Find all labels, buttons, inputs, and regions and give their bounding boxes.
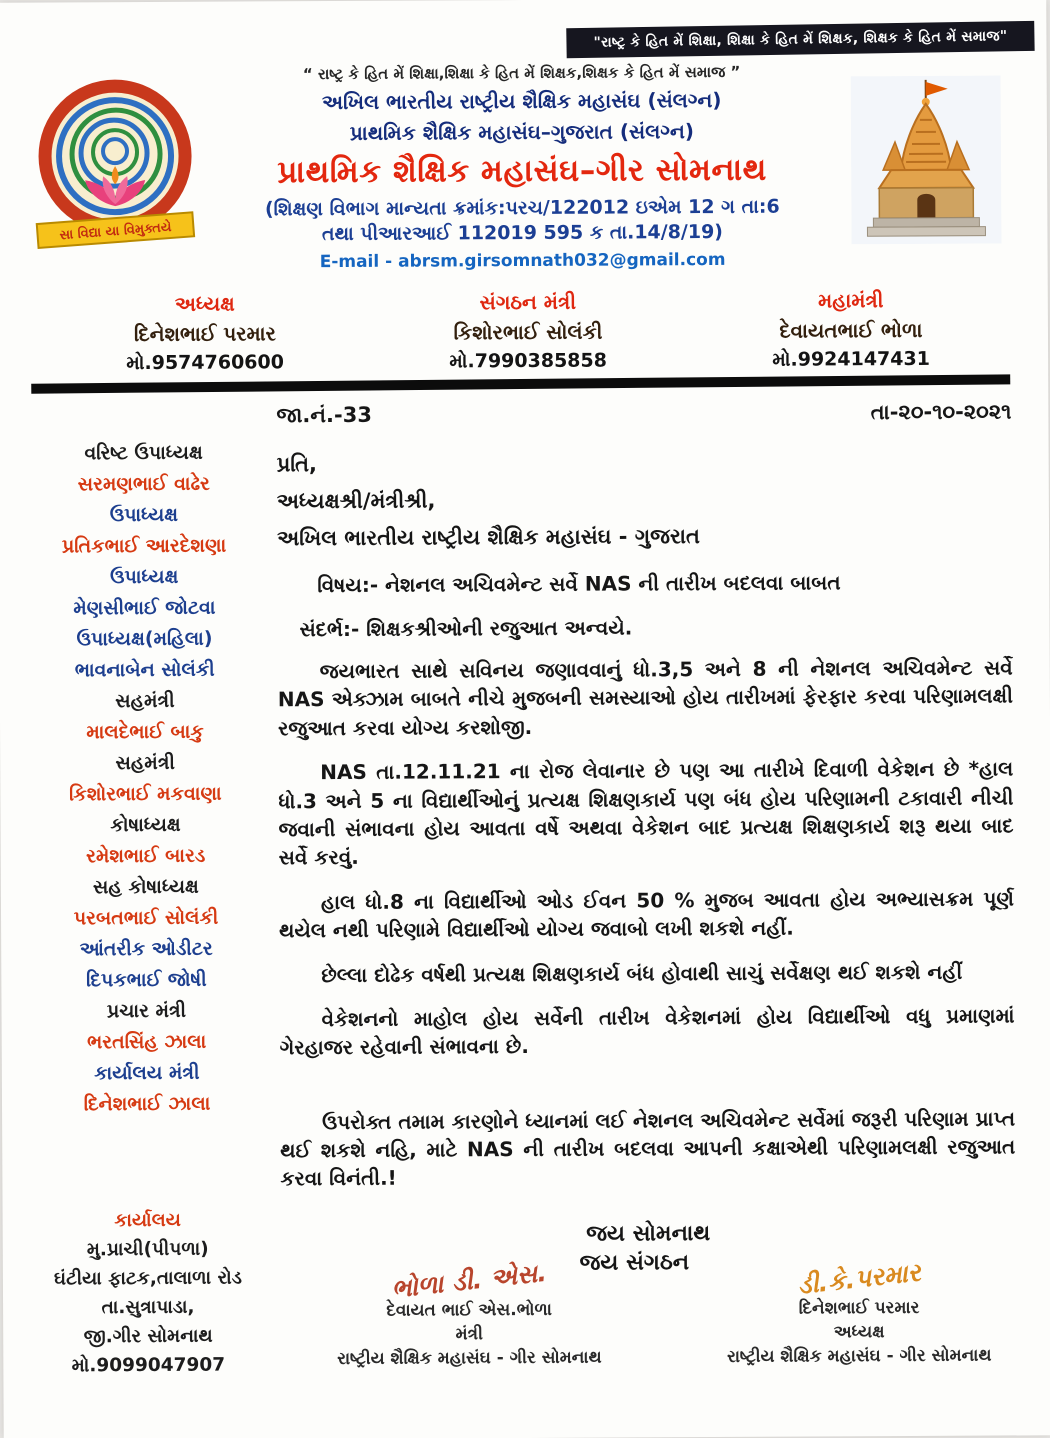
registration-line-2: તથા પીઆરઆઈ 112019 595 ક તા.14/8/19) (321, 220, 724, 246)
temple-graphic (851, 76, 1002, 245)
letterhead-quote: “ રાષ્ટ્ર કે હિત મેં શિક્ષા,શિક્ષા કે હિત મેં શિક્ષક,શિક્ષક કે હિત મેં સમાજ ” (302, 62, 741, 84)
officer-role: સંગઠન મંત્રી (479, 289, 577, 315)
sidebar-entry: માલદેભાઈ બાકુ (86, 720, 204, 744)
officers-row (53, 287, 1003, 374)
president-org: રાષ્ટ્રીય શૈક્ષિક મહાસંઘ - ગીર સોમનાથ (727, 1345, 992, 1367)
office-address-line: મો.9099047907 (71, 1354, 226, 1377)
closing-line-1: જય સોમનાથ (586, 1220, 711, 1247)
president-role: અધ્યક્ષ (833, 1322, 885, 1343)
letter-paragraph: ઉપરોક્ત તમામ કારણોને ધ્યાનમાં લઈ નેશનલ અચિવમેન્ટ સર્વેમાં જરૂરી પરિણામ પ્રાપ્ત થઈ શકશે નહિ, માટે NAS ની તારીખ બદલવા આપની કક્ષાએથી પરિણામલક્ષી રજુઆત કરવા વિનંતી.! (280, 1106, 1016, 1191)
letter-paragraph: છેલ્લા દોઢેક વર્ષથી પ્રત્યક્ષ શિક્ષણકાર્ય બંધ હોવાથી સાચું સર્વેક્ષણ થઈ શકશે નહીં (321, 959, 963, 987)
addressee-line: પ્રતિ, (276, 452, 318, 477)
sidebar-entry: કોષાધ્યક્ષ (110, 813, 181, 837)
signature-block-secretary (303, 1257, 636, 1369)
sidebar-entry: ભાવનાબેન સોલંકી (74, 658, 215, 682)
organization-logo (35, 78, 196, 251)
sidebar-entry: સરમણભાઈ વાઢેર (77, 472, 210, 496)
letter-paragraph: હાલ ધો.8 ના વિદ્યાર્થીઓ ઓડ ઈવન 50 % મુજબ આવતા હોય અભ્યાસક્રમ પૂર્ણ થયેલ નથી પરિણામે વિદ્યાર્થીઓ યોગ્ય જવાબો લખી શકશે નહીં. (279, 886, 1015, 943)
organization-title: પ્રાથમિક શૈક્ષિક મહાસંઘ–ગીર સોમનાથ (277, 151, 768, 191)
office-address-line: જી.ગીર સોમનાથ (83, 1325, 213, 1348)
officer-block (699, 287, 1003, 371)
sidebar-entry: કિશોરભાઈ મકવાણા (69, 782, 222, 806)
officer-phone: મો.9574760600 (126, 351, 284, 375)
affiliation-line-2: પ્રાથમિક શૈક્ષિક મહાસંઘ–ગુજરાત (સંલગ્ન) (349, 119, 695, 145)
sidebar-entry: કાર્યાલય મંત્રી (94, 1061, 200, 1085)
sidebar-entry: સહ કોષાધ્યક્ષ (92, 875, 199, 899)
officer-phone: મો.9924147431 (772, 347, 930, 371)
horizontal-divider (31, 374, 1010, 393)
officer-block (53, 291, 357, 375)
letter-ref-number: જા.નં.-33 (276, 402, 372, 428)
sidebar-entry: આંતરીક ઓડીટર (79, 937, 213, 961)
office-bearers-sidebar (25, 437, 268, 1380)
officer-phone: મો.7990385858 (449, 349, 607, 373)
officer-block (376, 289, 680, 373)
logo-emblem-graphic (35, 78, 196, 251)
somnath-temple-image (851, 76, 1002, 245)
affiliation-line-1: અખિલ ભારતીય રાષ્ટ્રીય શૈક્ષિક મહાસંઘ (સંલગ્ન) (321, 87, 722, 115)
sidebar-entry: સહમંત્રી (115, 689, 175, 713)
letterhead (197, 62, 848, 272)
letter-date: તા-૨૦-૧૦-૨૦૨૧ (870, 399, 1012, 425)
sidebar-entry: સહમંત્રી (115, 751, 176, 775)
letter-paragraph: જયભારત સાથે સવિનય જણાવવાનું ધો.3,5 અને 8 ની નેશનલ અચિવમેન્ટ સર્વે NAS એક્ઝામ બાબતે નીચે મુજબની સમસ્યાઓ હોય તારીખમાં ફેરફાર કરવા પરિણામલક્ષી રજુઆત કરવા યોગ્ય કરશોજી. (277, 655, 1013, 741)
motto-banner: "રાષ્ટ્ર કે હિત મેં શિક્ષા, શિક્ષા કે હિત મેં શિક્ષક, શિક્ષક કે હિત મેં સમાજ" (566, 21, 1034, 58)
logo-motto-text: સા વિદ્યા યા વિમુક્તયે (59, 219, 173, 244)
sidebar-entry: વરિષ્ટ ઉપાધ્યક્ષ (84, 441, 203, 465)
sidebar-entry: ભરતસિંહ ઝાલા (87, 1030, 207, 1054)
officer-role: મહામંત્રી (818, 288, 884, 313)
officer-name: દિનેશભાઈ પરમાર (133, 321, 277, 347)
office-address-line: મુ.પ્રાચી(પીપળા) (86, 1238, 209, 1261)
subject-line: વિષય:- નેશનલ અચિવમેન્ટ સર્વે NAS ની તારીખ બદલવા બાબત (317, 570, 841, 598)
secretary-org: રાષ્ટ્રીય શૈક્ષિક મહાસંઘ - ગીર સોમનાથ (337, 1347, 602, 1369)
sidebar-entry: પ્રતિકભાઈ આરદેશણા (61, 534, 227, 558)
addressee-line: અધ્યક્ષશ્રી/મંત્રીશ્રી, (276, 488, 436, 514)
sidebar-entry: ઉપાધ્યક્ષ (109, 503, 179, 527)
sidebar-entry: પરબતભાઈ સોલંકી (73, 906, 219, 930)
sidebar-entry: દિપકભાઈ જોષી (86, 968, 207, 992)
officer-role: અધ્યક્ષ (174, 291, 235, 316)
signature-row (303, 1257, 1026, 1369)
sidebar-entry: ઉપાધ્યક્ષ (110, 565, 179, 589)
president-signature: ડી.કે.પરમાર (795, 1257, 922, 1300)
sidebar-entry: દિનેશભાઈ ઝાલા (83, 1092, 211, 1116)
office-address-block (29, 1205, 268, 1380)
secretary-name: દેવાયત ભાઈ એસ.ભોળા (386, 1299, 553, 1321)
office-address-line: તા.સુત્રાપાડા, (101, 1296, 195, 1319)
sidebar-entry: ઉપાધ્યક્ષ(મહિલા) (76, 627, 213, 651)
officer-name: દેવાયતભાઈ ભોળા (779, 317, 923, 343)
closing-line-2: જય સંગઠન (579, 1250, 690, 1276)
addressee-line: અખિલ ભારતીય રાષ્ટ્રીય શૈક્ષિક મહાસંઘ - ગુજરાત (276, 524, 700, 551)
secretary-signature: ભોળા ડી. એસ. (389, 1257, 548, 1304)
sidebar-entry: રમેશભાઈ બારડ (86, 844, 206, 868)
office-bearers-list (25, 437, 267, 1120)
reference-line: સંદર્ભ:- શિક્ષકશ્રીઓની રજુઆત અન્વયે. (299, 615, 633, 642)
letter-paragraph: વેકેશનનો માહોલ હોય સર્વેની તારીખ વેકેશનમાં હોય વિદ્યાર્થીઓ વધુ પ્રમાણમાં ગેરહાજર રહેવાની સંભાવના છે. (279, 1003, 1015, 1060)
letter-body (276, 399, 1016, 1277)
sidebar-entry: મેણસીભાઈ જોટવા (73, 596, 216, 620)
registration-line-1: (શિક્ષણ વિભાગ માન્યતા ક્રમાંક:પરચ/122012 ઇએમ 12 ગ તા:6 (264, 195, 780, 221)
temple-door (917, 194, 935, 218)
office-address-line: ઘંટીયા ફાટક,તાલાળા રોડ (53, 1267, 242, 1290)
office-address-line: કાર્યાલય (114, 1209, 181, 1232)
signature-block-president (693, 1257, 1026, 1367)
officer-name: કિશોરભાઈ સોલંકી (453, 319, 603, 345)
email-line: E-mail - abrsm.girsomnath032@gmail.com (319, 249, 726, 273)
sidebar-entry: પ્રચાર મંત્રી (106, 999, 187, 1023)
secretary-role: મંત્રી (455, 1324, 483, 1345)
letter-paragraph: NAS તા.12.11.21 ના રોજ લેવાનાર છે પણ આ તારીખે દિવાળી વેકેશન છે *હાલ ધો.3 અને 5 ના વિદ્યાર્થીઓનું પ્રત્યક્ષ શિક્ષણકાર્ય પણ બંધ હોય પરિણામની ટકાવારી નીચી જવાની સંભાવના હોય આવતા વર્ષે અથવા વેકેશન બાદ પ્રત્યક્ષ શિક્ષણકાર્ય શરૂ થયા બાદ સર્વે કરવું. (278, 756, 1014, 870)
president-name: દિનેશભાઈ પરમાર (798, 1297, 920, 1319)
addressee-block (277, 448, 1013, 551)
reference-row (276, 399, 1011, 428)
letter-paragraphs (278, 653, 1016, 1193)
